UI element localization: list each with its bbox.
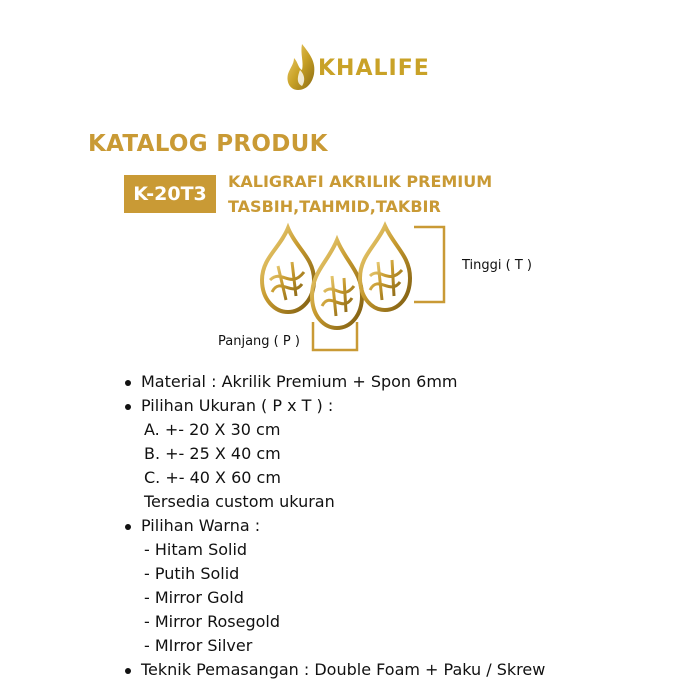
spec-color-option: - Mirror Rosegold — [144, 612, 280, 631]
height-bracket — [414, 227, 444, 302]
spec-list — [122, 370, 545, 682]
spec-custom-size: Tersedia custom ukuran — [144, 492, 335, 511]
height-label: Tinggi ( T ) — [462, 258, 532, 273]
spec-color-heading: Pilihan Warna : — [122, 514, 545, 538]
product-name-line1: KALIGRAFI AKRILIK PREMIUM — [228, 172, 493, 191]
brand-name: KHALIFE — [318, 56, 430, 81]
spec-color-option: - Putih Solid — [144, 564, 240, 583]
spec-size-option: A. +- 20 X 30 cm — [144, 420, 281, 439]
spec-mounting: Teknik Pemasangan : Double Foam + Paku / Skrew — [122, 658, 545, 682]
product-code-badge: K-20T3 — [124, 175, 216, 213]
calligraphy-drop-middle — [312, 240, 362, 328]
spec-size-option: C. +- 40 X 60 cm — [144, 468, 281, 487]
spec-size-option: B. +- 25 X 40 cm — [144, 444, 281, 463]
catalog-title: KATALOG PRODUK — [88, 131, 328, 157]
calligraphy-drop-left — [262, 228, 314, 312]
spec-size-heading: Pilihan Ukuran ( P x T ) : — [122, 394, 545, 418]
spec-color-option: - MIrror Silver — [144, 636, 253, 655]
spec-color-option: - Mirror Gold — [144, 588, 244, 607]
product-name-line2: TASBIH,TAHMID,TAKBIR — [228, 197, 441, 216]
calligraphy-drop-right — [360, 226, 410, 310]
spec-color-option: - Hitam Solid — [144, 540, 248, 559]
spec-material: Material : Akrilik Premium + Spon 6mm — [122, 370, 545, 394]
length-label: Panjang ( P ) — [218, 334, 300, 349]
